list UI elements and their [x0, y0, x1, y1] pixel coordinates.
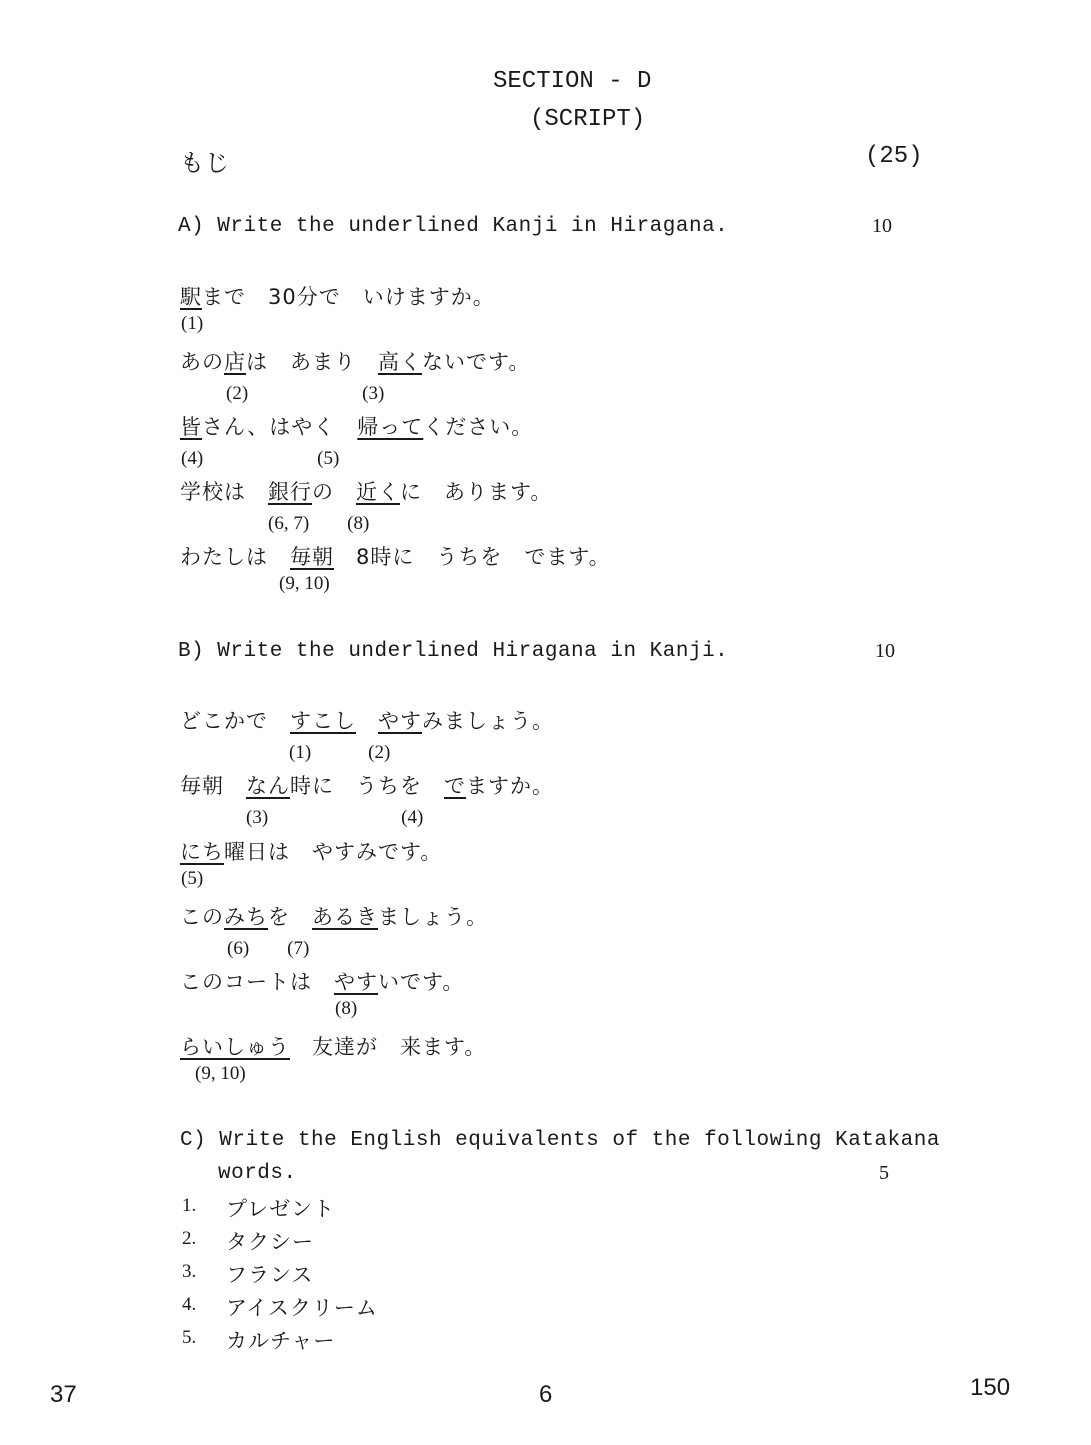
part-a-marks: 10: [872, 215, 892, 237]
part-c-marks: 5: [879, 1162, 889, 1184]
sentence-text: わたしは: [180, 545, 290, 569]
sentence: [180, 901, 488, 931]
part-b-heading: B) Write the underlined Hiragana in Kanji.: [178, 640, 729, 663]
underlined-word: やす: [334, 970, 378, 994]
sentence-text: の: [312, 480, 356, 504]
sentence: [180, 836, 442, 866]
question-numbers: (9, 10): [279, 573, 330, 594]
sentence: [180, 541, 611, 571]
sentence: [180, 476, 552, 506]
list-number: 1.: [182, 1195, 197, 1216]
list-number: 3.: [182, 1261, 197, 1282]
sentence-text: は あまり: [246, 350, 378, 374]
sentence: [180, 705, 554, 735]
sentence-text: 友達が 来ます。: [290, 1035, 487, 1059]
underlined-word: にち: [180, 840, 224, 864]
underlined-word: らいしゅう: [180, 1035, 290, 1059]
question-numbers: (4) (5): [181, 448, 340, 469]
part-a-heading: A) Write the underlined Kanji in Hiragana.: [178, 215, 729, 238]
underlined-word: 銀行: [268, 480, 312, 504]
sentence-text: 8時に うちを でます。: [334, 545, 611, 569]
underlined-word: 近く: [356, 480, 400, 504]
sentence: [180, 346, 530, 376]
underlined-word: すこし: [290, 709, 356, 733]
section-subtitle: (SCRIPT): [530, 106, 646, 133]
question-numbers: (9, 10): [195, 1063, 246, 1084]
sentence: [180, 1031, 486, 1061]
sentence-text: いです。: [378, 970, 465, 994]
question-numbers: (5): [181, 868, 204, 889]
list-number: 5.: [182, 1327, 197, 1348]
sentence-text: ないです。: [422, 350, 531, 374]
sentence: [180, 411, 533, 441]
sentence-text: [356, 709, 378, 733]
sentence-text: この: [180, 905, 224, 929]
topic-title: もじ: [180, 149, 230, 177]
sentence-text: に あります。: [400, 480, 553, 504]
sentence-text: どこかで: [180, 709, 290, 733]
underlined-word: 帰って: [357, 415, 424, 439]
sentence-text: 毎朝: [180, 774, 246, 798]
part-c-heading-continued: words.: [218, 1162, 297, 1185]
katakana-word: タクシー: [226, 1230, 314, 1254]
sentence-text: 学校は: [180, 480, 268, 504]
sentence-text: このコートは: [180, 970, 334, 994]
question-numbers: (2) (3): [226, 383, 385, 404]
underlined-word: で: [444, 774, 466, 798]
underlined-word: あるき: [312, 905, 378, 929]
section-title: SECTION - D: [493, 68, 652, 95]
sentence-text: あの: [180, 350, 224, 374]
page-number: 6: [539, 1381, 553, 1408]
sentence: [180, 281, 495, 311]
total-marks: (25): [865, 143, 923, 170]
footer-left-number: 37: [50, 1381, 77, 1408]
footer-right-number: 150: [970, 1374, 1011, 1401]
list-number: 2.: [182, 1228, 197, 1249]
part-b-marks: 10: [875, 640, 895, 662]
underlined-word: なん: [246, 774, 290, 798]
katakana-word: フランス: [226, 1263, 314, 1287]
sentence-text: 曜日は やすみです。: [224, 840, 443, 864]
katakana-word: カルチャー: [226, 1329, 336, 1353]
question-numbers: (8): [335, 998, 358, 1019]
sentence-text: さん、はやく: [202, 415, 358, 439]
sentence-text: ください。: [423, 415, 534, 439]
sentence: [180, 966, 464, 996]
sentence-text: ましょう。: [378, 905, 488, 929]
question-numbers: (6) (7): [227, 938, 310, 959]
underlined-word: みち: [224, 905, 268, 929]
underlined-word: やす: [378, 709, 422, 733]
question-numbers: (1): [181, 313, 204, 334]
question-numbers: (1) (2): [289, 742, 391, 763]
underlined-word: 駅: [180, 285, 202, 309]
underlined-word: 高く: [378, 350, 422, 374]
underlined-word: 毎朝: [290, 545, 334, 569]
katakana-word: アイスクリーム: [226, 1296, 378, 1320]
question-numbers: (6, 7) (8): [268, 513, 370, 534]
sentence-text: 時に うちを: [290, 774, 444, 798]
sentence-text: ますか。: [466, 774, 554, 798]
katakana-word: プレゼント: [226, 1197, 336, 1221]
sentence-text: を: [268, 905, 312, 929]
sentence-text: まで 30分で いけますか。: [202, 285, 495, 309]
underlined-word: 皆: [180, 415, 202, 439]
sentence: [180, 770, 554, 800]
list-number: 4.: [182, 1294, 197, 1315]
question-numbers: (3) (4): [246, 807, 424, 828]
underlined-word: 店: [224, 350, 246, 374]
sentence-text: みましょう。: [422, 709, 554, 733]
part-c-heading: C) Write the English equivalents of the following Katakana: [180, 1129, 940, 1152]
